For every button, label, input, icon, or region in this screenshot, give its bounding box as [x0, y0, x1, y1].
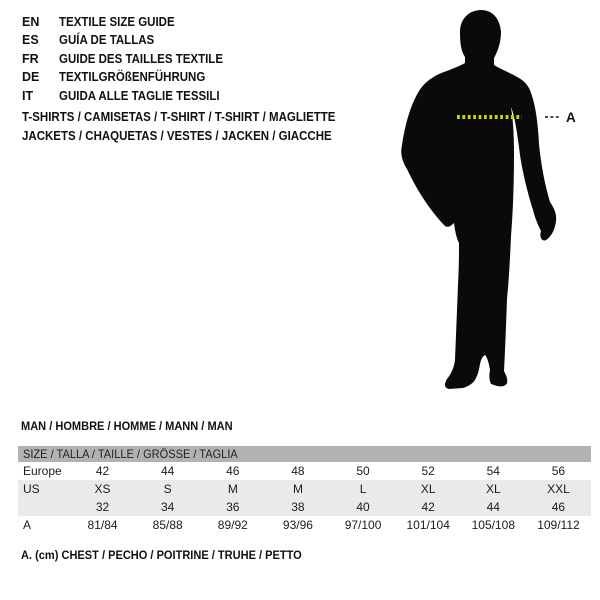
size-table: [18, 446, 591, 534]
language-code: DE: [22, 70, 40, 85]
size-cell: XS: [94, 482, 111, 496]
size-cell: 109/112: [537, 518, 580, 532]
size-cell: 85/88: [152, 518, 183, 532]
footnote: [21, 548, 326, 562]
size-cell: 48: [291, 464, 305, 478]
row-label: A: [23, 518, 32, 532]
section-title: [21, 419, 251, 433]
language-label: TEXTILGRÖßENFÜHRUNG: [59, 70, 206, 85]
footnote-text: A. (cm) CHEST / PECHO / POITRINE / TRUHE / PETTO: [21, 548, 302, 562]
language-row: [22, 87, 237, 105]
measure-label-a: A: [566, 110, 576, 125]
table-row-us-numeric: [18, 498, 591, 516]
size-cell: 56: [551, 464, 566, 478]
language-row: [22, 13, 237, 31]
size-cell: 93/96: [282, 518, 313, 532]
size-cell: 44: [486, 500, 500, 514]
size-table-header: [18, 446, 591, 462]
category-lines: [22, 108, 363, 145]
size-cell: 34: [161, 500, 175, 514]
category-line-jackets: JACKETS / CHAQUETAS / VESTES / JACKEN / GIACCHE: [22, 128, 332, 143]
size-cell: 81/84: [87, 518, 118, 532]
row-label: US: [23, 482, 40, 496]
size-cell: S: [163, 482, 172, 496]
language-label: GUIDE DES TAILLES TEXTILE: [59, 51, 224, 66]
language-label: GUIDA ALLE TAGLIE TESSILI: [59, 88, 220, 103]
size-cell: 101/104: [406, 518, 450, 532]
size-cell: 105/108: [471, 518, 515, 532]
size-cell: 50: [356, 464, 370, 478]
language-code: IT: [22, 88, 34, 103]
table-row-us: [18, 480, 591, 498]
size-cell: XXL: [547, 482, 570, 496]
section-title-text: MAN / HOMBRE / HOMME / MANN / MAN: [21, 419, 233, 433]
language-code: EN: [22, 15, 40, 29]
language-list: [22, 13, 237, 105]
size-cell: L: [359, 482, 367, 496]
language-row: [22, 31, 237, 49]
language-label: TEXTILE SIZE GUIDE: [59, 15, 175, 29]
language-row: [22, 68, 237, 86]
language-code: FR: [22, 51, 39, 66]
man-silhouette-figure: [398, 5, 598, 395]
size-cell: 38: [291, 500, 305, 514]
size-cell: XL: [420, 482, 436, 496]
size-cell: 40: [356, 500, 370, 514]
size-table-header-text: SIZE / TALLA / TAILLE / GRÖSSE / TAGLIA: [23, 447, 238, 461]
size-cell: 89/92: [217, 518, 248, 532]
category-line-tshirts: T-SHIRTS / CAMISETAS / T-SHIRT / T-SHIRT / MAGLIETTE: [22, 110, 336, 124]
table-row-europe: [18, 462, 591, 480]
size-cell: 54: [486, 464, 500, 478]
table-row-chest-cm: [18, 516, 591, 534]
size-cell: 97/100: [344, 518, 382, 532]
size-cell: 46: [226, 464, 240, 478]
size-cell: 32: [95, 500, 110, 514]
size-cell: M: [227, 482, 238, 496]
size-cell: 42: [421, 500, 435, 514]
language-row: [22, 50, 237, 68]
row-label: Europe: [23, 464, 62, 478]
size-cell: XL: [485, 482, 501, 496]
size-cell: M: [292, 482, 303, 496]
size-cell: 42: [95, 464, 110, 478]
size-cell: 52: [421, 464, 435, 478]
size-cell: 36: [226, 500, 240, 514]
size-cell: 46: [551, 500, 566, 514]
language-label: GUÍA DE TALLAS: [59, 33, 155, 48]
size-cell: 44: [161, 464, 175, 478]
man-silhouette: [401, 10, 556, 389]
language-code: ES: [22, 33, 39, 48]
